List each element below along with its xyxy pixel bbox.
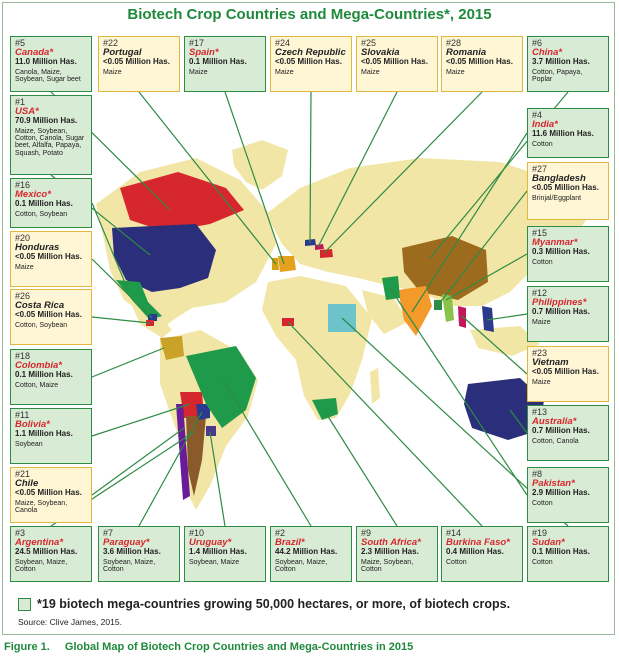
legend-text: *19 biotech mega-countries growing 50,000 hectares, or more, of biotech crops. (37, 597, 511, 611)
country-area: 1.1 Million Has. (15, 429, 73, 439)
country-area: 0.1 Million Has. (15, 370, 73, 380)
country-box-southafrica (356, 526, 438, 582)
country-crops: Maize (532, 378, 551, 386)
country-area: 0.7 Million Has. (532, 426, 590, 436)
country-name: Uruguay* (189, 537, 232, 549)
country-name: Myanmar* (532, 237, 578, 249)
country-name: Costa Rica (15, 300, 65, 312)
country-crops: Cotton, Papaya, Poplar (532, 68, 583, 84)
country-box-pakistan (527, 467, 609, 523)
country-box-bolivia (10, 408, 92, 464)
country-box-chile (10, 467, 92, 523)
country-name: Slovakia (361, 47, 400, 59)
country-box-usa (10, 95, 92, 175)
country-box-canada (10, 36, 92, 92)
country-area: <0.05 Million Has. (532, 367, 599, 377)
country-crops: Soybean (15, 440, 43, 448)
country-rank: #6 (532, 38, 543, 48)
country-crops: Maize (446, 68, 465, 76)
country-name: Portugal (103, 47, 142, 59)
country-crops: Maize, Soybean, Cotton (361, 558, 414, 574)
map-title: Biotech Crop Countries and Mega-Countries*, 2015 (127, 6, 492, 23)
country-name: Chile (15, 478, 39, 490)
country-rank: #1 (15, 97, 26, 107)
region-vietnam (458, 306, 466, 328)
country-area: 3.7 Million Has. (532, 57, 590, 67)
madagascar-land (370, 368, 380, 404)
country-name: Czech Republic (275, 47, 346, 59)
country-crops: Maize, Soybean, Canola (15, 499, 68, 515)
country-name: Canada* (15, 47, 54, 59)
country-area: 70.9 Million Has. (15, 116, 78, 126)
figure-caption (4, 641, 413, 653)
source-note: Source: Clive James, 2015. (18, 617, 122, 627)
country-box-costarica (10, 289, 92, 345)
country-name: Sudan* (532, 537, 565, 549)
country-rank: #25 (361, 38, 377, 48)
country-name: Romania (446, 47, 487, 59)
country-area: 0.4 Million Has. (446, 547, 504, 557)
country-area: 2.3 Million Has. (361, 547, 419, 557)
country-area: 0.1 Million Has. (532, 547, 590, 557)
country-box-spain (184, 36, 266, 92)
country-crops: Canola, Maize, Soybean, Sugar beet (15, 68, 81, 84)
connector-southafrica (324, 410, 397, 526)
country-crops: Soybean, Maize (189, 558, 240, 566)
country-rank: #9 (361, 528, 372, 538)
country-crops: Cotton (532, 258, 553, 266)
connector-philippines (487, 314, 527, 320)
country-name: Bolivia* (15, 419, 50, 431)
country-name: Colombia* (15, 360, 62, 372)
country-box-china (527, 36, 609, 92)
country-name: Argentina* (15, 537, 64, 549)
country-crops: Maize (103, 68, 122, 76)
legend (18, 597, 510, 611)
country-rank: #14 (446, 528, 462, 538)
country-box-vietnam (527, 346, 609, 402)
country-box-australia (527, 405, 609, 461)
country-crops: Cotton (446, 558, 467, 566)
country-name: Burkina Faso* (446, 537, 510, 549)
country-crops: Cotton, Soybean (15, 210, 68, 218)
country-box-india (527, 108, 609, 158)
country-box-colombia (10, 349, 92, 405)
country-name: China* (532, 47, 563, 59)
country-rank: #5 (15, 38, 26, 48)
country-rank: #12 (532, 288, 548, 298)
region-india (398, 286, 432, 336)
country-area: <0.05 Million Has. (446, 57, 513, 67)
country-box-philippines (527, 286, 609, 342)
country-rank: #23 (532, 348, 548, 358)
country-rank: #15 (532, 228, 548, 238)
country-rank: #10 (189, 528, 205, 538)
connector-colombia (92, 348, 164, 377)
country-rank: #19 (532, 528, 548, 538)
country-area: 24.5 Million Has. (15, 547, 78, 557)
country-name: Honduras (15, 242, 60, 254)
country-crops: Cotton (532, 499, 553, 507)
country-rank: #27 (532, 164, 548, 174)
country-box-brazil (270, 526, 352, 582)
africa-land (262, 276, 372, 420)
country-box-myanmar (527, 226, 609, 282)
country-rank: #20 (15, 233, 31, 243)
country-area: <0.05 Million Has. (15, 252, 82, 262)
country-box-romania (441, 36, 523, 92)
country-crops: Soybean, Maize, Cotton (103, 558, 156, 574)
country-name: Paraguay* (103, 537, 150, 549)
country-name: Bangladesh (532, 173, 586, 185)
country-box-bangladesh (527, 162, 609, 220)
country-crops: Soybean, Maize, Cotton (15, 558, 68, 574)
country-rank: #3 (15, 528, 26, 538)
country-rank: #4 (532, 110, 543, 120)
country-crops: Soybean, Maize, Cotton (275, 558, 328, 574)
country-rank: #22 (103, 38, 119, 48)
country-rank: #11 (15, 410, 30, 420)
country-crops: Maize, Soybean, Cotton, Canola, Sugar beet, Alfalfa, Papaya, Squash, Potato (15, 127, 85, 157)
country-crops: Cotton, Soybean (15, 321, 68, 329)
country-area: <0.05 Million Has. (15, 488, 82, 498)
country-crops: Maize (275, 68, 294, 76)
country-area: <0.05 Million Has. (103, 57, 170, 67)
connector-chile (92, 428, 184, 495)
country-area: 2.9 Million Has. (532, 488, 590, 498)
country-area: <0.05 Million Has. (15, 310, 82, 320)
country-name: South Africa* (361, 537, 421, 549)
figure-label: Figure 1. (4, 641, 50, 653)
region-spain (278, 256, 296, 272)
country-crops: Maize (361, 68, 380, 76)
country-area: <0.05 Million Has. (275, 57, 342, 67)
country-area: 11.0 Million Has. (15, 57, 77, 67)
connector-burkinafaso (288, 322, 482, 526)
country-box-uruguay (184, 526, 266, 582)
country-area: <0.05 Million Has. (361, 57, 428, 67)
country-box-burkinafaso (441, 526, 523, 582)
country-area: 0.3 Million Has. (532, 247, 590, 257)
connector-brazil (222, 378, 311, 526)
country-crops: Maize (189, 68, 208, 76)
country-rank: #18 (15, 351, 31, 361)
country-rank: #13 (532, 407, 548, 417)
country-area: 3.6 Million Has. (103, 547, 161, 557)
country-crops: Cotton, Maize (15, 381, 59, 389)
country-area: 44.2 Million Has. (275, 547, 338, 557)
country-area: 1.4 Million Has. (189, 547, 247, 557)
country-rank: #24 (275, 38, 291, 48)
country-crops: Brinjal/Eggplant (532, 194, 582, 202)
country-area: 0.1 Million Has. (15, 199, 73, 209)
country-area: 0.1 Million Has. (189, 57, 247, 67)
country-name: Pakistan* (532, 478, 575, 490)
country-box-argentina (10, 526, 92, 582)
country-name: India* (532, 119, 558, 131)
country-rank: #8 (532, 469, 543, 479)
country-crops: Cotton (532, 140, 553, 148)
country-crops: Maize (15, 263, 34, 271)
country-box-slovakia (356, 36, 438, 92)
country-name: Brazil* (275, 537, 305, 549)
country-area: 0.7 Million Has. (532, 307, 590, 317)
country-crops: Cotton, Canola (532, 437, 579, 445)
country-box-paraguay (98, 526, 180, 582)
country-name: USA* (15, 106, 39, 118)
country-box-honduras (10, 231, 92, 287)
country-box-portugal (98, 36, 180, 92)
country-rank: #21 (15, 469, 31, 479)
figure-caption-text: Global Map of Biotech Crop Countries and Mega-Countries in 2015 (64, 641, 414, 653)
country-crops: Maize (532, 318, 551, 326)
legend-swatch (18, 598, 31, 611)
country-name: Mexico* (15, 189, 51, 201)
country-rank: #16 (15, 180, 31, 190)
country-rank: #2 (275, 528, 286, 538)
country-crops: Cotton (532, 558, 553, 566)
country-name: Philippines* (532, 297, 587, 309)
country-rank: #17 (189, 38, 205, 48)
country-area: <0.05 Million Has. (532, 183, 599, 193)
country-name: Vietnam (532, 357, 569, 369)
country-name: Spain* (189, 47, 219, 59)
country-box-czech (270, 36, 352, 92)
country-box-sudan (527, 526, 609, 582)
country-rank: #26 (15, 291, 31, 301)
country-name: Australia* (532, 416, 577, 428)
country-area: 11.6 Million Has. (532, 129, 594, 139)
country-rank: #28 (446, 38, 462, 48)
country-rank: #7 (103, 528, 114, 538)
country-box-mexico (10, 178, 92, 228)
